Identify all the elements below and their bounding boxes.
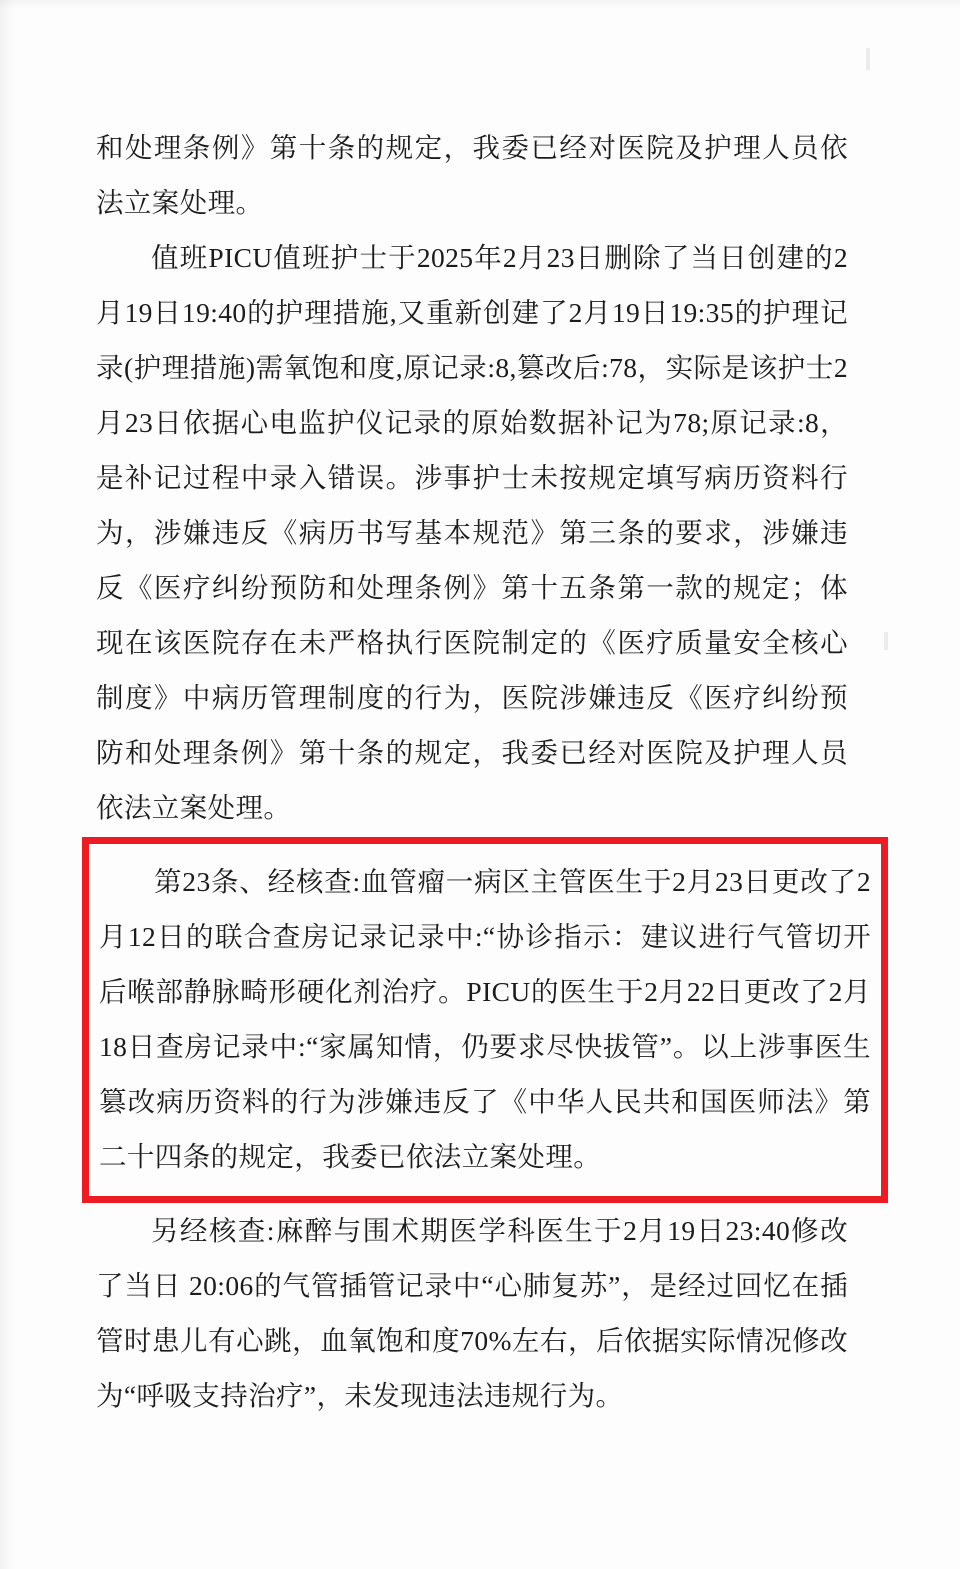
paragraph-article-23: 第23条、经核查:血管瘤一病区主管医生于2月23日更改了2月12日的联合查房记录记录中:“协诊指示：建议进行气管切开后喉部静脉畸形硬化剂治疗。PICU的医生于2月22日更改了2月18日查房记录中:“家属知情，仍要求尽快拔管”。以上涉事医生篡改病历资料的行为涉嫌违反了《中华人民共和国医师法》第二十四条的规定，我委已依法立案处理。 — [99, 866, 871, 1172]
paragraph-anesthesia: 另经核查:麻醉与围术期医学科医生于2月19日23:40修改了当日 20:06的气管插管记录中“心肺复苏”，是经过回忆在插管时患儿有心跳，血氧饱和度70%左右，后依据实际情况修改为“呼吸支持治疗”，未发现违法违规行为。 — [96, 1215, 848, 1411]
page-edge-shadow-left — [0, 0, 14, 1569]
document-text-body — [96, 120, 871, 1423]
scan-artifact — [866, 48, 870, 70]
page-edge-shadow-top — [0, 0, 960, 10]
scan-artifact — [884, 632, 888, 650]
paragraph-picu-nurse: 值班PICU值班护士于2025年2月23日删除了当日创建的2月19日19:40的护理措施,又重新创建了2月19日19:35的护理记录(护理措施)需氧饱和度,原记录:8,篡改后:78，实际是该护士2月23日依据心电监护仪记录的原始数据补记为78;原记录:8，是补记过程中录入错误。涉事护士未按规定填写病历资料行为，涉嫌违反《病历书写基本规范》第三条的要求，涉嫌违反《医疗纠纷预防和处理条例》第十五条第一款的规定；体现在该医院存在未严格执行医院制定的《医疗质量安全核心制度》中病历管理制度的行为，医院涉嫌违反《医疗纠纷预防和处理条例》第十条的规定，我委已经对医院及护理人员依法立案处理。 — [96, 242, 848, 823]
red-highlight-box — [82, 837, 888, 1203]
paragraph-continued: 和处理条例》第十条的规定，我委已经对医院及护理人员依法立案处理。 — [96, 132, 848, 218]
